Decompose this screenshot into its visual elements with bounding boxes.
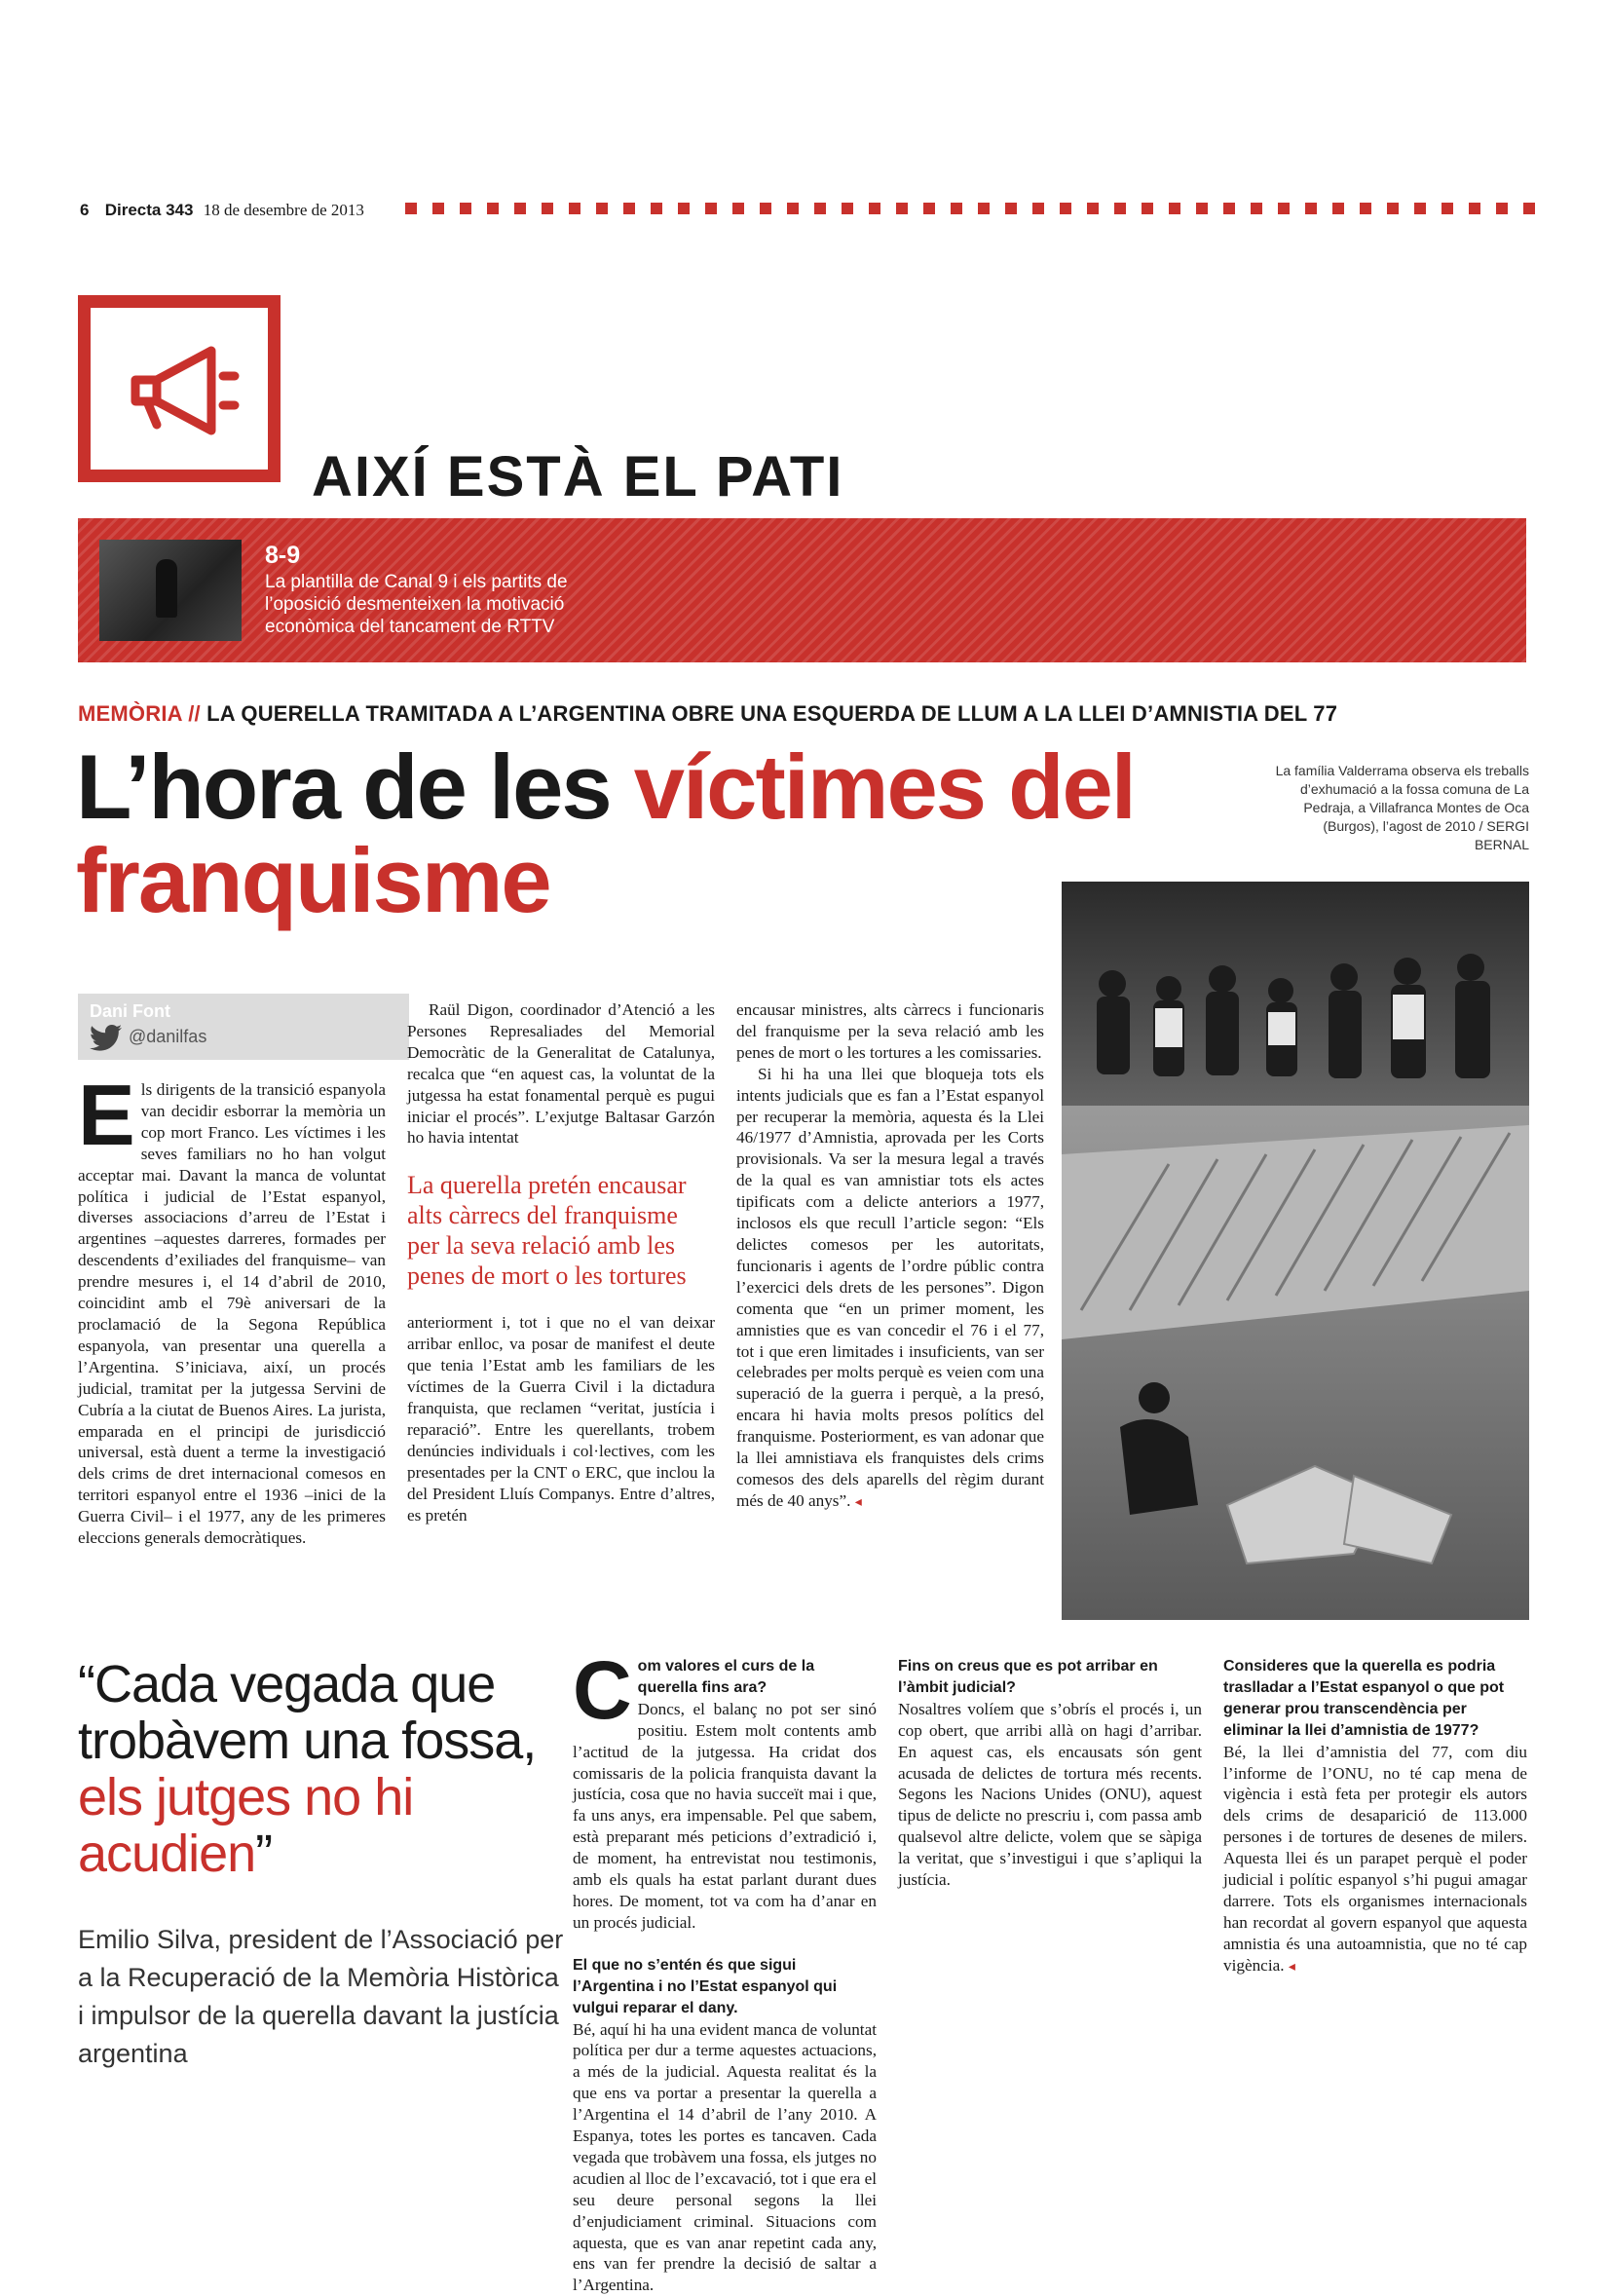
- section-title: AIXÍ ESTÀ EL PATI: [312, 444, 843, 509]
- article-category: MEMÒRIA: [78, 701, 182, 726]
- interview-column-3: [1223, 1656, 1527, 1977]
- pull-quote: La querella pretén encausar alts càrrecs del franquisme per la seva relació amb les penes de mort o les tortures: [407, 1170, 715, 1291]
- article-paragraph: anteriorment i, tot i que no el van deixar arribar enlloc, va posar de manifest el deute que tenia l’Estat amb les familiars de les víctimes de la Guerra Civil i la dictadura franquista, que reclamen “veritat, justícia i reparació”. Entre les querellants, trobem denúncies individuals i col·lectives, com les presentades per la CNT o ERC, que inclou la del President Lluís Companys. Entre d’altres, es pretén: [407, 1312, 715, 1525]
- article-column-1: [78, 1079, 386, 1549]
- twitter-bird-icon: [90, 1025, 123, 1050]
- page-number: 6: [80, 201, 89, 219]
- article-paragraph: Raül Digon, coordinador d’Atenció a les Persones Represaliades del Memorial Democràtic de la Generalitat de Catalunya, recalca que “en aquest cas, la voluntat de la jutgessa ha estat fonamental perquè es pugui iniciar el procés”. L’exjutge Baltasar Garzón ho havia intentat: [407, 999, 715, 1148]
- author-twitter[interactable]: [90, 1025, 206, 1050]
- article-paragraph: Si hi ha una llei que bloqueja tots els intents judicials que es fan a l’Estat espanyol per recuperar la memòria, aquesta és la Llei 46/1977 d’Amnistia, aprovada per les Corts provisionals. Va ser la mesura legal a través de la qual es van amnistiar tots els actes tipificats com a delicte anteriors a 1977, inclosos els que recull l’article segon: “Els delictes comesos per les autoritats, funcionaris i agents de l’ordre públic contra l’exercici dels drets de les persones”. Digon comenta que “en un primer moment, les amnisties que es van concedir el 76 i el 77, tot i que eren limitades i insuficients, van ser celebrades per molts perquè es veien com una superació de la guerra i perquè, a la presó, encara hi havia molts presos polítics del franquisme. Posteriorment, es van adonar que la llei amnistiava els franquistes dels crims comesos des dels aparells del règim durant més de 40 anys”. ◂: [736, 1064, 1044, 1513]
- publication-name: Directa 343: [105, 201, 194, 219]
- megaphone-icon: [118, 341, 243, 438]
- header-dotted-rule: [405, 203, 1547, 214]
- interview-question: El que no s’entén és que sigui l’Argentina i no l’Estat espanyol qui vulgui reparar el dany.: [573, 1955, 877, 2019]
- interview-quote: “Cada vegada que trobàvem una fossa, els jutges no hi acudien”: [78, 1656, 565, 1882]
- kicker-separator: //: [182, 701, 206, 726]
- issue-date: 18 de desembre de 2013: [204, 201, 364, 219]
- interview-answer: Bé, la llei d’amnistia del 77, com diu l’informe de l’ONU, no té cap mena de vigència i està feta per protegir els autors dels crims de desaparició de 113.000 persones i de tortures de desenes de milers. Aquesta llei és un parapet perquè el poder judicial i polític espanyol s’hi pugui amagar darrere. Tots els organismes internacionals han recordat al govern espanyol que aquesta amnistia és una autoamnistia, que no té cap vigència. ◂: [1223, 1742, 1527, 1977]
- interview-answer: Doncs, el balanç no pot ser sinó positiu. Estem molt contents amb l’actitud de la jutgessa. Ha cridat dos comissaris de la policia franquista davant la justícia, cosa que no havia succeït mai i que, fa uns anys, era impensable. Pel que sabem, està preparant més peticions d’extradició i, de moment, ha entrevistat nou testimonis, amb els quals ha estat parlant durant dues hores. De moment, tot va com ha d’anar en un procés judicial.: [573, 1699, 877, 1934]
- article-photo: [1062, 882, 1529, 1620]
- article-kicker: [78, 701, 1337, 727]
- kicker-text: LA QUERELLA TRAMITADA A L’ARGENTINA OBRE UNA ESQUERDA DE LLUM A LA LLEI D’AMNISTIA DEL 77: [206, 701, 1337, 726]
- interview-attribution: Emilio Silva, president de l’Associació per a la Recuperació de la Memòria Històrica i impulsor de la querella davant la justícia argentina: [78, 1921, 565, 2073]
- page-folio: [80, 201, 364, 220]
- article-paragraph: Els dirigents de la transició espanyola van decidir esborrar la memòria un cop mort Franco. Les víctimes i les seves familiars no ho han volgut acceptar mai. Davant la manca de voluntat política i judicial de l’Estat espanyol, diverses associacions d’arreu de l’Estat i argentines –aquestes darreres, formades per descendents d’exiliades del franquisme– van prendre mesures i, el 14 d’abril de 2010, coincidint amb el 79è aniversari de la proclamació de la Segona República espanyola, van presentar una querella a l’Argentina. S’iniciava, així, un procés judicial, tramitat per la jutgessa Servini de Cubría a la ciutat de Buenos Aires. La jurista, emparada en el principi de jurisdicció universal, està duent a terme la investigació dels crims de dret internacional comesos en territori espanyol entre el 1936 –inici de la Guerra Civil– i el 1977, any de les primeres eleccions generals democràtiques.: [78, 1079, 386, 1549]
- interview-question: Fins on creus que es pot arribar en l’àmbit judicial?: [898, 1656, 1202, 1699]
- dropcap: C: [573, 1658, 632, 1722]
- dropcap: E: [78, 1081, 135, 1149]
- teaser-page-ref[interactable]: 8-9: [265, 542, 300, 570]
- photo-caption: La família Valderrama observa els treballs d’exhumació a la fossa comuna de La Pedraja, a Villafranca Montes de Oca (Burgos), l’agost de 2010 / SERGI BERNAL: [1266, 762, 1529, 854]
- end-mark-icon: ◂: [855, 1493, 862, 1509]
- teaser-thumbnail[interactable]: [99, 540, 242, 641]
- article-paragraph: encausar ministres, alts càrrecs i funcionaris del franquisme per la seva relació amb les penes de mort o les tortures a les comissaries.: [736, 999, 1044, 1064]
- interview-question: Com valores el curs de la querella fins ara?: [573, 1656, 877, 1699]
- section-logo: [78, 295, 281, 482]
- twitter-handle[interactable]: @danilfas: [129, 1027, 206, 1046]
- article-column-3: [736, 999, 1044, 1513]
- interview-answer: Nosaltres volíem que s’obrís el procés i, un cop obert, que arribi allà on hagi d’arribar. En aquest cas, els encausats són gent acusada de delictes de tortura més recents. Segons les Nacions Unides (ONU), aquest tipus de delicte no prescriu i, com passa amb qualsevol altre delicte, volem que se sàpiga la veritat, que s’investigui i que s’apliqui la justícia.: [898, 1699, 1202, 1891]
- interview-answer: Bé, aquí hi ha una evident manca de voluntat política per dur a terme aquestes actuacions, a més de la judicial. Aquesta realitat és la que ens va portar a presentar la querella a l’Argentina el 14 d’abril de l’any 2010. A Espanya, totes les portes es tancaven. Cada vegada que trobàvem una fossa, els jutges no acudien al lloc de l’excavació, tot i que era el seu deure personal segons la llei d’enjudiciament criminal. Situacions com aquesta, que es van anar repetint cada any, ens van fer prendre la decisió de saltar a l’Argentina.: [573, 2019, 877, 2296]
- interview-column-2: [898, 1656, 1202, 1891]
- author-name: Dani Font: [90, 1001, 170, 1022]
- end-mark-icon: ◂: [1289, 1958, 1295, 1974]
- article-column-2: [407, 999, 715, 1525]
- interview-column-1: [573, 1656, 877, 2296]
- interview-question: Consideres que la querella es podria traslladar a l’Estat espanyol o que pot generar prou transcendència per eliminar la llei d’amnistia de 1977?: [1223, 1656, 1527, 1742]
- headline-black: L’hora de les: [76, 735, 634, 838]
- headline-red: víctimes del franquisme: [76, 735, 1135, 931]
- teaser-text[interactable]: La plantilla de Canal 9 i els partits de l’oposició desmenteixen la motivació econòmica del tancament de RTTV: [265, 571, 635, 638]
